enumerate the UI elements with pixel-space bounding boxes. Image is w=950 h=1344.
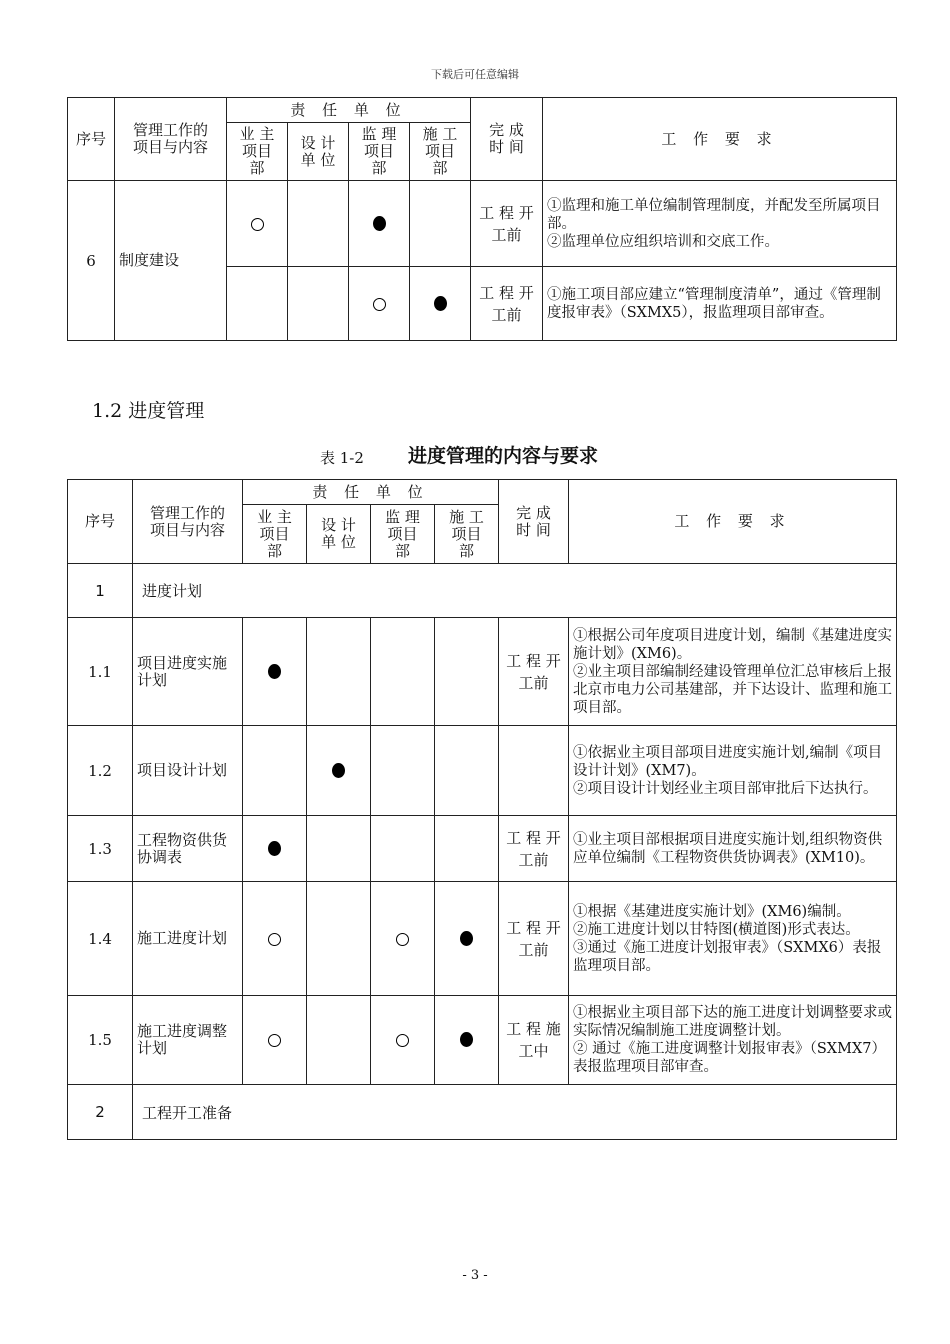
construction-mark [435,726,499,816]
requirement-line: ②项目设计计划经业主项目部审批后下达执行。 [573,780,878,797]
design-mark [288,181,349,267]
requirements [543,181,897,267]
col-design: 设 计 单 位 [307,505,371,564]
table-row [68,726,897,816]
table-main [67,479,897,1140]
open-circle-icon [251,218,264,231]
col-responsibility: 责 任 单 位 [243,480,499,505]
requirement-line: ③通过《施工进度计划报审表》（SXMX6）表报监理项目部。 [573,939,882,974]
filled-circle-icon [373,216,386,231]
supervision-mark [371,618,435,726]
filled-circle-icon [332,763,345,778]
requirements [569,618,897,726]
col-design: 设 计 单 位 [288,123,349,181]
group-title: 进度计划 [133,564,897,618]
group-row [68,564,897,618]
col-supervision: 监 理 项目 部 [371,505,435,564]
supervision-mark [371,882,435,996]
construction-mark [435,618,499,726]
supervision-mark [349,267,410,341]
requirement-line: ② 通过《施工进度调整计划报审表》（SXMX7）表报监理项目部审查。 [573,1041,887,1075]
col-owner: 业 主 项目 部 [227,123,288,181]
design-mark [307,996,371,1085]
table-top [67,97,897,341]
completion-time: 工 程 开工前 [499,882,569,996]
row-item: 施工进度计划 [133,882,243,996]
col-item: 管理工作的 项目与内容 [115,98,227,181]
construction-mark [435,996,499,1085]
design-mark [307,816,371,882]
col-construction: 施 工 项目 部 [435,505,499,564]
requirements [569,816,897,882]
table-row [68,181,897,267]
col-supervision: 监 理 项目 部 [349,123,410,181]
supervision-mark [371,816,435,882]
construction-mark [435,816,499,882]
requirements [569,996,897,1085]
design-mark [307,618,371,726]
completion-time: 工 程 开工前 [471,267,543,341]
requirement-line: ①依据业主项目部项目进度实施计划,编制《项目设计计划》(XM7)。 [573,744,883,779]
col-owner: 业 主 项目 部 [243,505,307,564]
group-seq: 2 [68,1085,133,1140]
requirement-line: ①根据《基建进度实施计划》(XM6)编制。 [573,903,851,920]
row-item: 制度建设 [115,181,227,341]
requirement-line: ②施工进度计划以甘特图(横道图)形式表达。 [573,921,860,938]
filled-circle-icon [268,664,281,679]
table-row [68,816,897,882]
requirement-line: ①业主项目部根据项目进度实施计划,组织物资供应单位编制《工程物资供货协调表》(XM10)。 [573,831,883,866]
open-circle-icon [268,1034,281,1047]
owner-mark [227,267,288,341]
owner-mark [227,181,288,267]
group-title: 工程开工准备 [133,1085,897,1140]
table-row [68,618,897,726]
col-responsibility: 责 任 单 位 [227,98,471,123]
row-seq: 1.2 [68,726,133,816]
open-circle-icon [373,298,386,311]
completion-time: 工 程 施工中 [499,996,569,1085]
col-completion: 完 成 时 间 [499,480,569,564]
page-header-note: 下载后可任意编辑 [431,68,519,81]
requirement-line: ②业主项目部编制经建设管理单位汇总审核后上报北京市电力公司基建部，并下达设计、监理和施工项目部。 [573,663,892,716]
requirement-line: ②监理单位应组织培训和交底工作。 [547,233,779,250]
owner-mark [243,996,307,1085]
design-mark [288,267,349,341]
supervision-mark [371,996,435,1085]
col-requirements: 工 作 要 求 [543,98,897,181]
group-row [68,1085,897,1140]
open-circle-icon [396,933,409,946]
row-item: 施工进度调整计划 [133,996,243,1085]
requirement-line: ①监理和施工单位编制管理制度，并配发至所属项目部。 [547,197,881,232]
col-seq: 序号 [68,480,133,564]
col-requirements: 工 作 要 求 [569,480,897,564]
owner-mark [243,618,307,726]
page-number: - 3 - [462,1268,488,1283]
row-item: 项目设计计划 [133,726,243,816]
col-completion: 完 成 时 间 [471,98,543,181]
table-row [68,996,897,1085]
completion-time [499,726,569,816]
table-row [68,882,897,996]
construction-mark [410,267,471,341]
requirement-line: ①施工项目部应建立“管理制度清单”，通过《管理制度报审表》（SXMX5），报监理项目部审查。 [547,286,881,321]
requirements [543,267,897,341]
row-seq: 1.1 [68,618,133,726]
requirements [569,882,897,996]
row-item: 项目进度实施计划 [133,618,243,726]
completion-time: 工 程 开工前 [471,181,543,267]
filled-circle-icon [434,296,447,311]
filled-circle-icon [460,931,473,946]
row-seq: 1.4 [68,882,133,996]
requirement-line: ①根据业主项目部下达的施工进度计划调整要求或实际情况编制施工进度调整计划。 [573,1005,892,1039]
open-circle-icon [268,933,281,946]
owner-mark [243,816,307,882]
construction-mark [410,181,471,267]
requirements [569,726,897,816]
section-heading: 1.2 进度管理 [92,400,205,422]
filled-circle-icon [268,841,281,856]
design-mark [307,882,371,996]
design-mark [307,726,371,816]
supervision-mark [349,181,410,267]
open-circle-icon [396,1034,409,1047]
completion-time: 工 程 开工前 [499,816,569,882]
completion-time: 工 程 开工前 [499,618,569,726]
table-caption-label: 表 1-2 [320,449,364,467]
col-item: 管理工作的 项目与内容 [133,480,243,564]
owner-mark [243,726,307,816]
filled-circle-icon [460,1032,473,1047]
col-seq: 序号 [68,98,115,181]
row-seq: 6 [68,181,115,341]
table-caption-title: 进度管理的内容与要求 [408,445,599,467]
group-seq: 1 [68,564,133,618]
row-item: 工程物资供货协调表 [133,816,243,882]
row-seq: 1.5 [68,996,133,1085]
col-construction: 施 工 项目 部 [410,123,471,181]
supervision-mark [371,726,435,816]
construction-mark [435,882,499,996]
owner-mark [243,882,307,996]
requirement-line: ①根据公司年度项目进度计划，编制《基建进度实施计划》(XM6)。 [573,627,892,662]
row-seq: 1.3 [68,816,133,882]
